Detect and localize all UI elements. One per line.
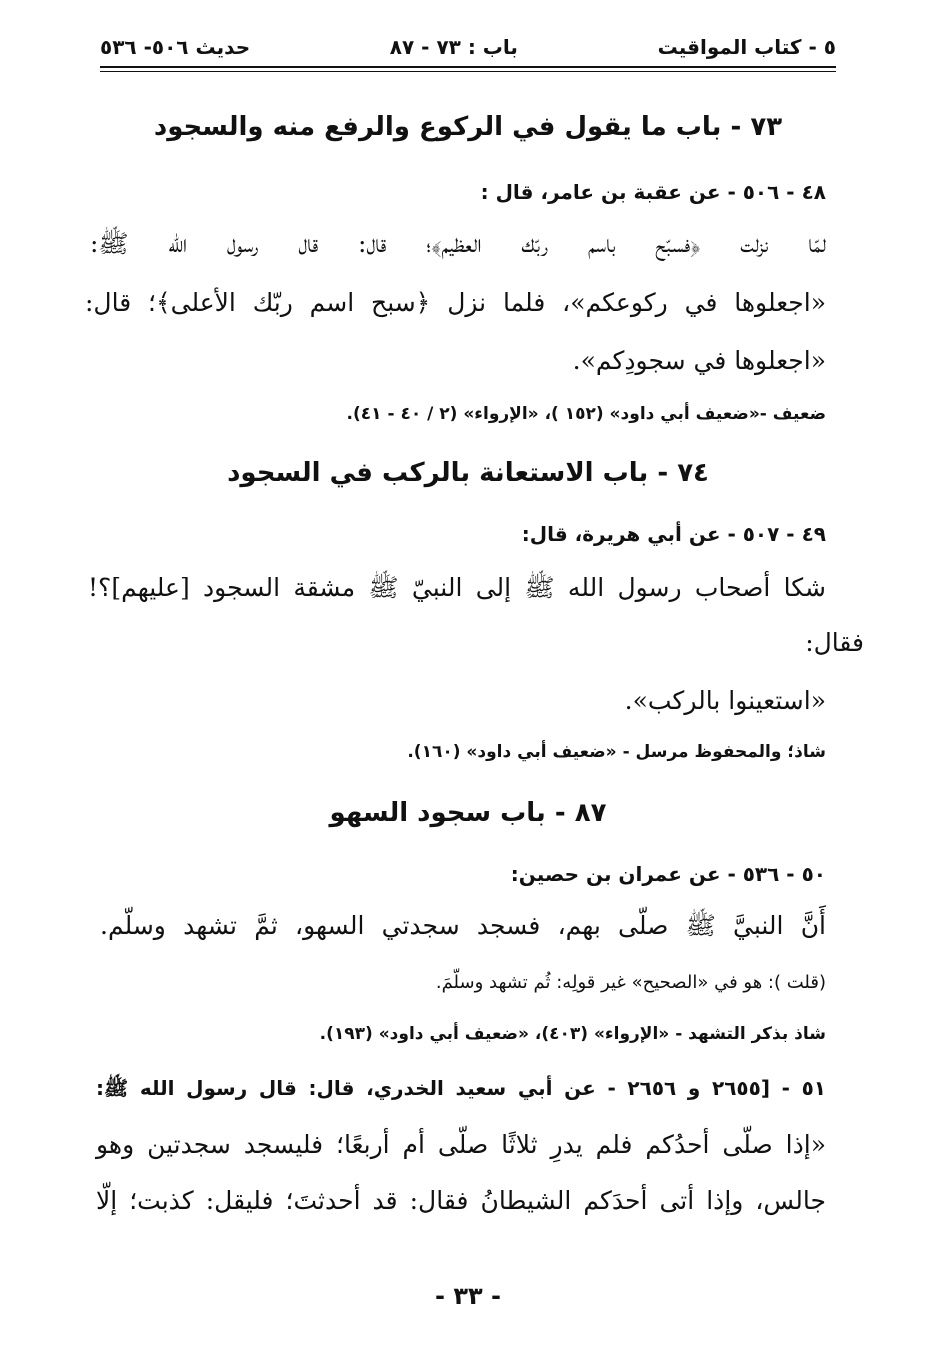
hadith-51-text-line-2: جالس، وإذا أتى أحدَكم الشيطانُ فقال: قد أحدثتَ؛ فليقل: كذبت؛ إلّا xyxy=(96,1186,826,1215)
chapter-74-title: ٧٤ - باب الاستعانة بالركب في السجود xyxy=(227,458,709,488)
hadith-50-heading: ٥٠ - ٥٣٦ - عن عمران بن حصين: xyxy=(510,862,826,886)
header-hadith-range: حديث ٥٠٦- ٥٣٦ xyxy=(100,35,251,59)
hadith-48-grading: ضعيف -«ضعيف أبي داود» (١٥٢ )، «الإرواء» (٢ / ٤٠ - ٤١). xyxy=(346,404,826,424)
hadith-48-text-line-1: لمّا نزلت ﴿فسبّح باسم ربّك العظيم﴾؛ قال: قال رسول الله ﷺ: xyxy=(90,229,826,258)
header-rule-thick xyxy=(100,66,836,68)
hadith-48-text-line-2: «اجعلوها في ركوعكم»، فلما نزل ﴿سبح اسم ربّك الأعلى﴾؛ قال: xyxy=(85,288,826,317)
hadith-51-text-line-1: «إذا صلّى أحدُكم فلم يدرِ ثلاثًا صلّى أم أربعًا؛ فليسجد سجدتين وهو xyxy=(96,1130,826,1159)
hadith-48-text-line-3: «اجعلوها في سجودِكم». xyxy=(572,346,826,375)
header-chapter-range: باب : ٧٣ - ٨٧ xyxy=(389,35,518,59)
hadith-48-heading: ٤٨ - ٥٠٦ - عن عقبة بن عامر، قال : xyxy=(480,180,826,204)
header-rule-thin xyxy=(100,71,836,72)
hadith-49-heading: ٤٩ - ٥٠٧ - عن أبي هريرة، قال: xyxy=(521,522,826,546)
hadith-50-text: أَنَّ النبيَّ ﷺ صلّى بهم، فسجد سجدتي السهو، ثمَّ تشهد وسلّم. xyxy=(100,911,826,940)
hadith-49-text-line-3: «استعينوا بالركب». xyxy=(624,686,826,715)
header-book-title: ٥ - كتاب المواقيت xyxy=(657,35,836,59)
hadith-49-grading: شاذ؛ والمحفوظ مرسل - «ضعيف أبي داود» (١٦٠). xyxy=(407,742,826,762)
hadith-50-grading: شاذ بذكر التشهد - «الإرواء» (٤٠٣)، «ضعيف أبي داود» (١٩٣). xyxy=(319,1024,826,1044)
chapter-87-title: ٨٧ - باب سجود السهو xyxy=(329,798,607,828)
running-header xyxy=(100,30,836,64)
hadith-49-text-line-2: فقال: xyxy=(805,628,864,657)
page-number: - ٣٣ - xyxy=(435,1282,501,1310)
hadith-50-author-note: (قلت ): هو في «الصحيح» غير قولِه: ثُم تشهد وسلّمَ. xyxy=(435,972,826,993)
hadith-51-heading: ٥١ - [٢٦٥٥ و ٢٦٥٦ - عن أبي سعيد الخدري، قال: قال رسول الله ﷺ: xyxy=(96,1076,826,1100)
chapter-73-title: ٧٣ - باب ما يقول في الركوع والرفع منه والسجود xyxy=(153,112,783,142)
hadith-49-text-line-1: شكا أصحاب رسول الله ﷺ إلى النبيّ ﷺ مشقة السجود [عليهم]؟! xyxy=(88,573,826,602)
